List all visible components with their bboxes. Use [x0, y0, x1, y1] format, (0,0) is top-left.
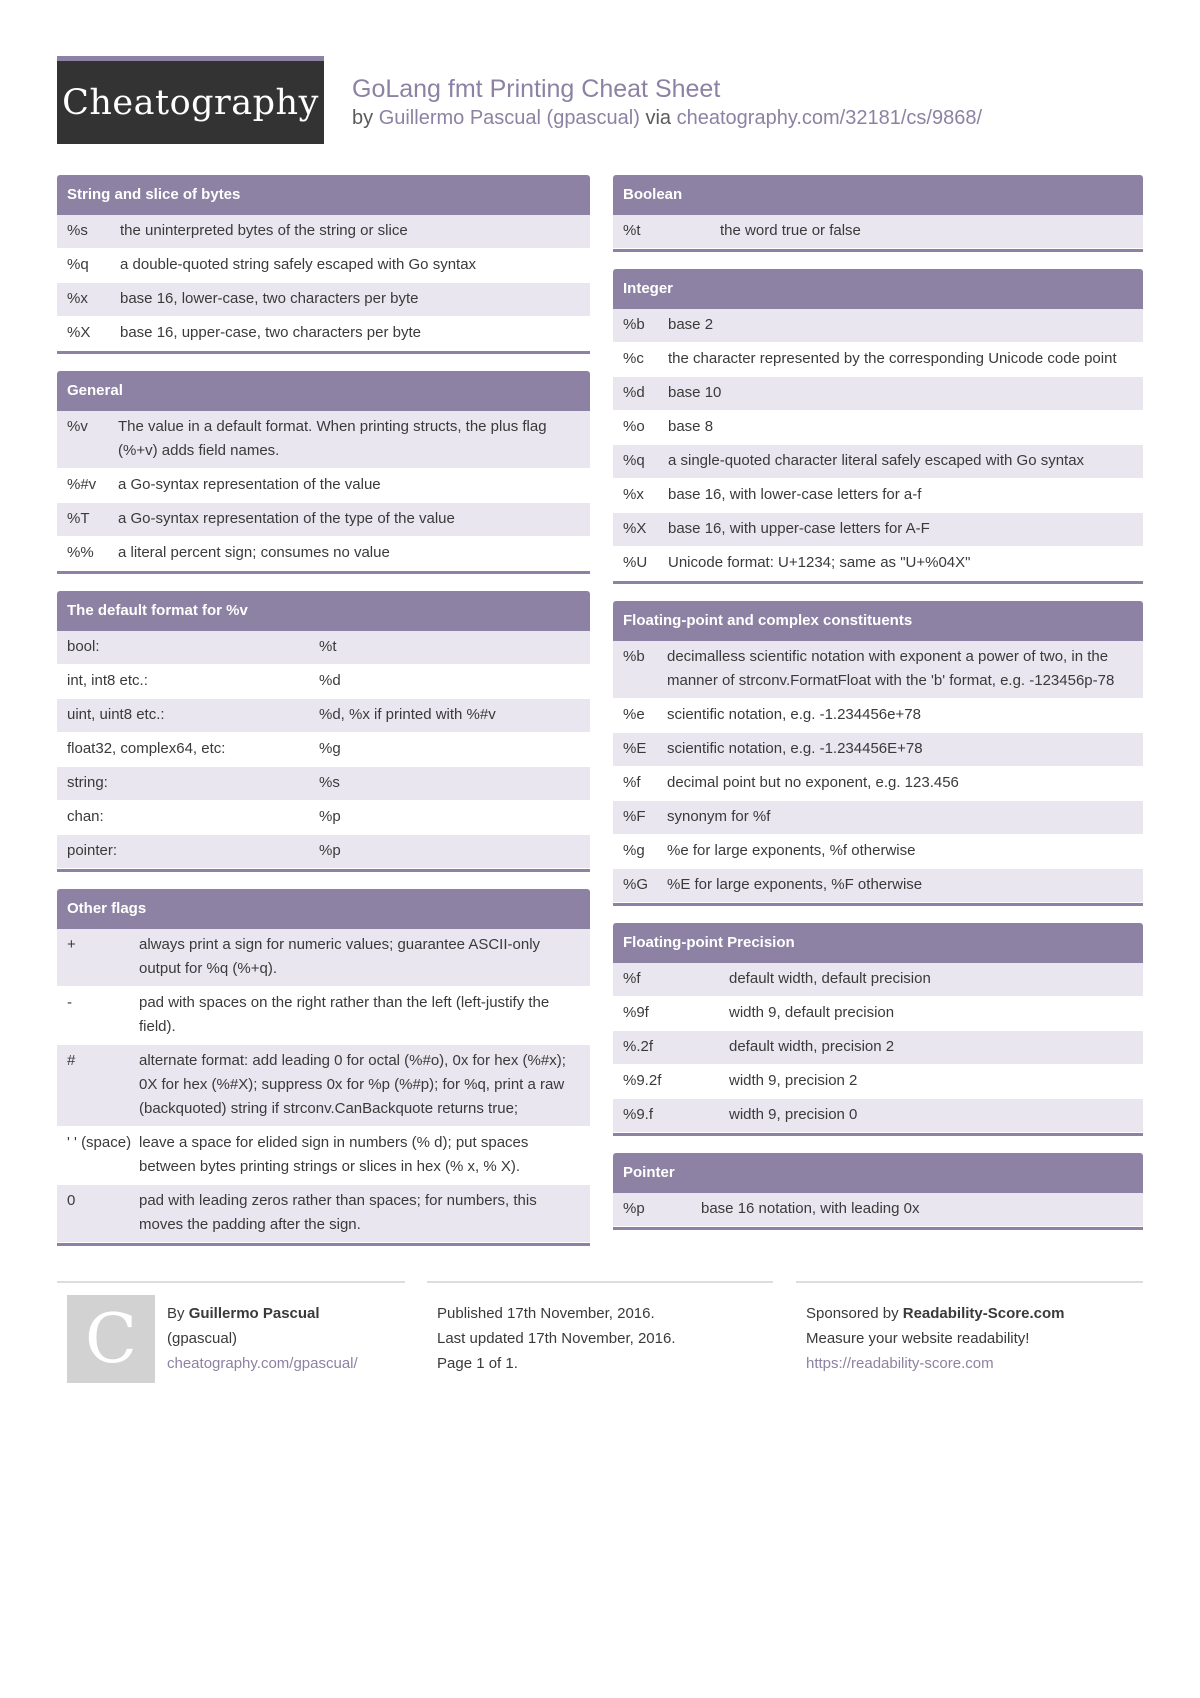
row-key: float32, complex64, etc:: [67, 740, 226, 757]
table-row: [57, 767, 590, 801]
row-key: 0: [67, 1192, 76, 1209]
table-row: [613, 869, 1143, 903]
footer-author-link[interactable]: cheatography.com/gpascual/: [167, 1355, 358, 1372]
footer: [57, 1281, 1143, 1391]
table-row: [613, 997, 1143, 1031]
row-description: the uninterpreted bytes of the string or slice: [120, 222, 408, 239]
byline: [352, 105, 982, 131]
row-key: %%: [67, 544, 94, 561]
table-row: [57, 835, 590, 869]
section-header: Pointer: [613, 1153, 1143, 1193]
row-key: %9.f: [623, 1106, 654, 1123]
section-body: [57, 215, 590, 351]
table-row: [613, 547, 1143, 581]
section-header: Floating-point Precision: [613, 923, 1143, 963]
table-row: [57, 665, 590, 699]
row-description: %e for large exponents, %f otherwise: [667, 842, 916, 859]
table-row: [613, 479, 1143, 513]
row-description: base 16, with upper-case letters for A-F: [668, 520, 930, 537]
section-integer: [613, 269, 1143, 584]
row-key: %X: [623, 520, 647, 537]
author-link[interactable]: Guillermo Pascual (gpascual): [378, 107, 640, 129]
row-description: a Go-syntax representation of the type of the value: [118, 510, 455, 527]
section-header: Other flags: [57, 889, 590, 929]
row-description: leave a space for elided sign in numbers (% d); put spaces between bytes printing strings or slices in hex (% x, % X).: [139, 1134, 529, 1175]
table-row: [613, 513, 1143, 547]
cheatography-logo[interactable]: Cheatography: [57, 56, 324, 144]
row-description: base 2: [668, 316, 714, 333]
page-title: GoLang fmt Printing Cheat Sheet: [352, 75, 721, 103]
footer-author-handle: (gpascual): [167, 1330, 238, 1347]
row-description: %d, %x if printed with %#v: [319, 706, 496, 723]
via-label: via: [645, 107, 672, 129]
section-default-format: [57, 591, 590, 872]
table-row: [613, 835, 1143, 869]
row-description: default width, precision 2: [729, 1038, 895, 1055]
row-key: %F: [623, 808, 646, 825]
table-row: [57, 929, 590, 987]
right-column: [613, 175, 1143, 1247]
row-description: a Go-syntax representation of the value: [118, 476, 381, 493]
published-date: Published 17th November, 2016.: [437, 1305, 655, 1322]
page-count: Page 1 of 1.: [437, 1355, 518, 1372]
row-description: width 9, default precision: [729, 1004, 895, 1021]
row-key: #: [67, 1052, 76, 1069]
section-header: String and slice of bytes: [57, 175, 590, 215]
row-key: string:: [67, 774, 108, 791]
row-key: bool:: [67, 638, 100, 655]
row-description: The value in a default format. When printing structs, the plus flag (%+v) adds field names.: [118, 418, 547, 459]
row-description: decimalless scientific notation with exponent a power of two, in the manner of strconv.FormatFloat with the 'b' format, e.g. -123456p-78: [667, 648, 1115, 689]
table-row: [613, 1099, 1143, 1133]
row-description: base 10: [668, 384, 722, 401]
row-description: Unicode format: U+1234; same as "U+%04X": [668, 554, 971, 571]
row-key: ' ' (space): [67, 1134, 132, 1151]
row-key: %9.2f: [623, 1072, 662, 1089]
row-key: %E: [623, 740, 647, 757]
row-description: width 9, precision 2: [729, 1072, 858, 1089]
table-row: [57, 317, 590, 351]
row-key: %g: [623, 842, 645, 859]
section-floating-point: [613, 601, 1143, 906]
row-key: %f: [623, 774, 641, 791]
section-header: Boolean: [613, 175, 1143, 215]
row-description: %p: [319, 842, 341, 859]
row-key: %s: [67, 222, 88, 239]
row-key: %q: [623, 452, 645, 469]
table-row: [613, 1031, 1143, 1065]
row-key: %t: [623, 222, 641, 239]
row-description: base 16, with lower-case letters for a-f: [668, 486, 922, 503]
row-description: scientific notation, e.g. -1.234456E+78: [667, 740, 923, 757]
table-row: [57, 283, 590, 317]
row-key: %.2f: [623, 1038, 654, 1055]
row-key: %G: [623, 876, 649, 893]
row-key: pointer:: [67, 842, 118, 859]
section-header: Floating-point and complex constituents: [613, 601, 1143, 641]
row-key: +: [67, 936, 76, 953]
row-description: synonym for %f: [667, 808, 771, 825]
row-description: scientific notation, e.g. -1.234456e+78: [667, 706, 921, 723]
section-string-bytes: [57, 175, 590, 354]
section-header: Integer: [613, 269, 1143, 309]
row-key: %x: [623, 486, 644, 503]
row-description: pad with spaces on the right rather than the left (left-justify the field).: [139, 994, 550, 1035]
table-row: [57, 249, 590, 283]
table-row: [613, 641, 1143, 699]
section-boolean: [613, 175, 1143, 252]
table-row: [57, 215, 590, 249]
table-row: [613, 215, 1143, 249]
row-description: a double-quoted string safely escaped with Go syntax: [120, 256, 477, 273]
row-description: a literal percent sign; consumes no value: [118, 544, 390, 561]
row-key: %o: [623, 418, 645, 435]
section-body: [613, 309, 1143, 581]
table-row: [57, 1045, 590, 1127]
table-row: [57, 987, 590, 1045]
footer-author-name: Guillermo Pascual: [188, 1305, 320, 1322]
row-key: -: [67, 994, 72, 1011]
row-key: %U: [623, 554, 648, 571]
row-key: %#v: [67, 476, 97, 493]
row-description: the word true or false: [720, 222, 861, 239]
row-description: base 8: [668, 418, 714, 435]
row-description: a single-quoted character literal safely escaped with Go syntax: [668, 452, 1085, 469]
table-row: [57, 503, 590, 537]
section-body: [613, 215, 1143, 249]
row-description: decimal point but no exponent, e.g. 123.456: [667, 774, 959, 791]
left-column: [57, 175, 590, 1263]
row-key: %f: [623, 970, 641, 987]
row-description: base 16 notation, with leading 0x: [701, 1200, 920, 1217]
row-key: %b: [623, 648, 645, 665]
section-header: General: [57, 371, 590, 411]
table-row: [57, 1185, 590, 1243]
table-row: [613, 377, 1143, 411]
section-header: The default format for %v: [57, 591, 590, 631]
table-row: [613, 445, 1143, 479]
sponsored-label: Sponsored by: [806, 1305, 899, 1322]
table-row: [57, 801, 590, 835]
section-body: [613, 963, 1143, 1133]
table-row: [613, 309, 1143, 343]
table-row: [57, 411, 590, 469]
section-body: [613, 1193, 1143, 1227]
row-key: uint, uint8 etc.:: [67, 706, 165, 723]
row-description: %g: [319, 740, 341, 757]
row-key: %T: [67, 510, 90, 527]
row-description: %d: [319, 672, 341, 689]
table-row: [57, 699, 590, 733]
row-key: %x: [67, 290, 88, 307]
section-pointer: [613, 1153, 1143, 1230]
updated-date: Last updated 17th November, 2016.: [437, 1330, 676, 1347]
table-row: [57, 537, 590, 571]
row-description: pad with leading zeros rather than spaces; for numbers, this moves the padding after the sign.: [139, 1192, 537, 1233]
row-description: base 16, lower-case, two characters per byte: [120, 290, 419, 307]
table-row: [613, 411, 1143, 445]
section-body: [57, 929, 590, 1243]
section-general: [57, 371, 590, 574]
footer-sponsor: [796, 1281, 1143, 1376]
row-key: %e: [623, 706, 645, 723]
section-body: [57, 631, 590, 869]
row-description: alternate format: add leading 0 for octal (%#o), 0x for hex (%#x); 0X for hex (%#X); suppress 0x for %p (%#p); for %q, print a raw (backquoted) string if strconv.CanBackquote returns true;: [139, 1052, 566, 1117]
row-key: %c: [623, 350, 644, 367]
by-label: by: [352, 107, 374, 129]
row-description: %E for large exponents, %F otherwise: [667, 876, 923, 893]
table-row: [613, 767, 1143, 801]
sponsor-name[interactable]: Readability-Score.com: [902, 1305, 1065, 1322]
table-row: [57, 1127, 590, 1185]
section-body: [613, 641, 1143, 903]
row-description: %s: [319, 774, 340, 791]
table-row: [613, 801, 1143, 835]
table-row: [613, 1193, 1143, 1227]
row-description: default width, default precision: [729, 970, 931, 987]
section-other-flags: [57, 889, 590, 1246]
avatar: C: [67, 1295, 155, 1383]
footer-author: [57, 1281, 405, 1379]
row-key: %v: [67, 418, 88, 435]
sponsor-tagline: Measure your website readability!: [806, 1330, 1030, 1347]
row-key: %b: [623, 316, 645, 333]
row-key: %q: [67, 256, 89, 273]
row-description: %t: [319, 638, 337, 655]
table-row: [613, 1065, 1143, 1099]
row-description: %p: [319, 808, 341, 825]
row-key: int, int8 etc.:: [67, 672, 148, 689]
table-row: [613, 733, 1143, 767]
sheet-url-link[interactable]: cheatography.com/32181/cs/9868/: [676, 107, 983, 129]
section-body: [57, 411, 590, 571]
table-row: [613, 343, 1143, 377]
title-block: [352, 74, 982, 131]
row-description: base 16, upper-case, two characters per byte: [120, 324, 421, 341]
row-key: chan:: [67, 808, 104, 825]
table-row: [613, 963, 1143, 997]
table-row: [57, 733, 590, 767]
section-float-precision: [613, 923, 1143, 1136]
row-description: the character represented by the corresponding Unicode code point: [668, 350, 1117, 367]
row-description: always print a sign for numeric values; guarantee ASCII-only output for %q (%+q).: [139, 936, 541, 977]
table-row: [57, 469, 590, 503]
row-key: %9f: [623, 1004, 649, 1021]
sponsor-link[interactable]: https://readability-score.com: [806, 1355, 994, 1372]
row-description: width 9, precision 0: [729, 1106, 858, 1123]
table-row: [57, 631, 590, 665]
row-key: %d: [623, 384, 645, 401]
footer-by-label: By: [167, 1305, 185, 1322]
row-key: %p: [623, 1200, 645, 1217]
footer-dates: [427, 1281, 773, 1376]
row-key: %X: [67, 324, 91, 341]
table-row: [613, 699, 1143, 733]
